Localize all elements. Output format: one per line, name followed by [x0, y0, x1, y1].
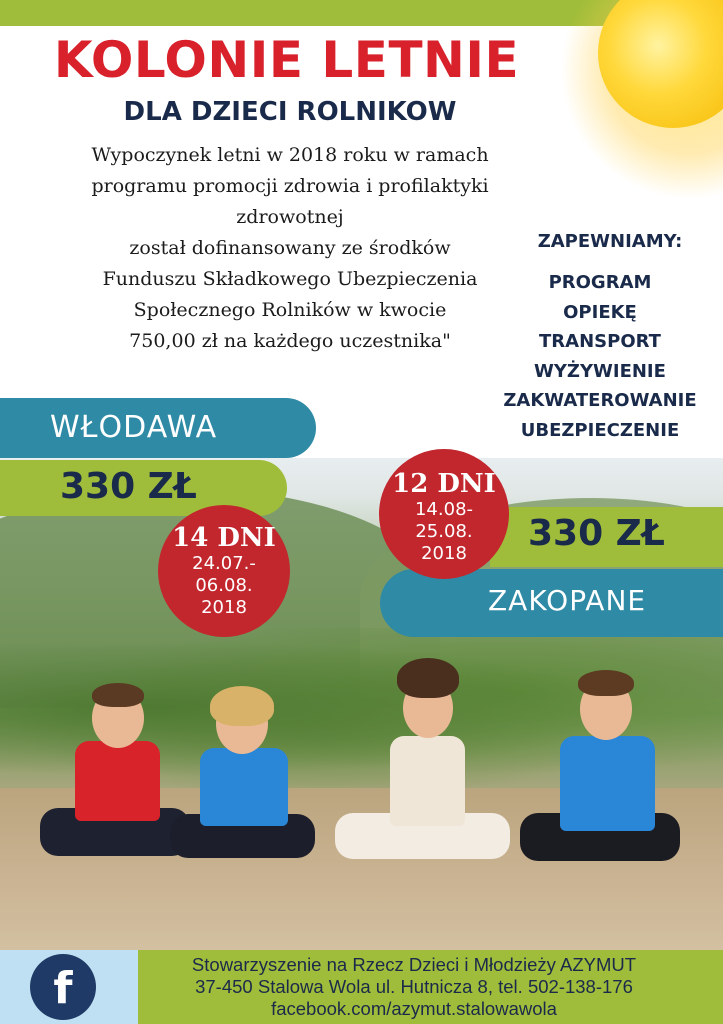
provide-item-accommodation: ZAKWATEROWANIE: [503, 390, 697, 411]
description-line: programu promocji zdrowia i profilaktyki: [91, 175, 489, 197]
provide-item-program: PROGRAM: [548, 272, 652, 293]
provide-heading: ZAPEWNIAMY:: [537, 231, 683, 252]
location-label-wlodawa: WŁODAWA: [50, 410, 218, 445]
funding-description: [40, 140, 540, 357]
child-girl-white-dress: [335, 658, 510, 868]
child-red-shirt: [40, 683, 190, 873]
provide-list: [480, 268, 720, 445]
duration-dates-zakopane-line2: 25.08.: [415, 521, 473, 542]
duration-badge-wlodawa: [158, 505, 290, 637]
poster-title: KOLONIE LETNIE: [53, 31, 520, 89]
provide-item-meals: WYŻYWIENIE: [534, 360, 666, 382]
location-label-zakopane: ZAKOPANE: [488, 584, 647, 617]
description-line: Społecznego Rolników w kwocie: [133, 299, 447, 321]
description-line: Wypoczynek letni w 2018 roku w ramach: [91, 144, 489, 166]
duration-dates-wlodawa-line3: 2018: [201, 597, 247, 618]
description-line: zdrowotnej: [236, 206, 344, 228]
description-line: 750,00 zł na każdego uczestnika": [129, 330, 451, 352]
price-label-zakopane: 330 ZŁ: [528, 513, 665, 554]
provide-item-transport: TRANSPORT: [539, 331, 661, 352]
footer-organization: Stowarzyszenie na Rzecz Dzieci i Młodzieży AZYMUT: [191, 954, 637, 975]
child-blonde-blue-shirt: [170, 686, 320, 876]
footer-address: 37-450 Stalowa Wola ul. Hutnicza 8, tel. 502-138-176: [195, 976, 633, 997]
duration-dates-wlodawa-line2: 06.08.: [195, 575, 253, 596]
price-label-wlodawa: 330 ZŁ: [60, 466, 197, 507]
duration-dates-wlodawa-line1: 24.07.-: [192, 553, 256, 574]
facebook-icon-glyph[interactable]: f: [53, 963, 73, 1014]
description-line: Funduszu Składkowego Ubezpieczenia: [102, 268, 478, 290]
footer-contact: [140, 954, 688, 1020]
provide-item-care: OPIEKĘ: [563, 301, 637, 323]
footer-facebook-link[interactable]: facebook.com/azymut.stalowawola: [271, 998, 557, 1019]
duration-badge-zakopane: [379, 449, 509, 579]
provide-item-insurance: UBEZPIECZENIE: [520, 419, 680, 441]
child-blue-shirt: [520, 668, 685, 873]
duration-days-wlodawa: 14 DNI: [172, 523, 276, 553]
poster-subtitle: DLA DZIECI ROLNIKOW: [123, 97, 457, 127]
description-line: został dofinansowany ze środków: [129, 237, 451, 259]
duration-dates-zakopane-line3: 2018: [421, 543, 467, 564]
duration-days-zakopane: 12 DNI: [392, 469, 496, 499]
duration-dates-zakopane-line1: 14.08-: [414, 499, 474, 520]
